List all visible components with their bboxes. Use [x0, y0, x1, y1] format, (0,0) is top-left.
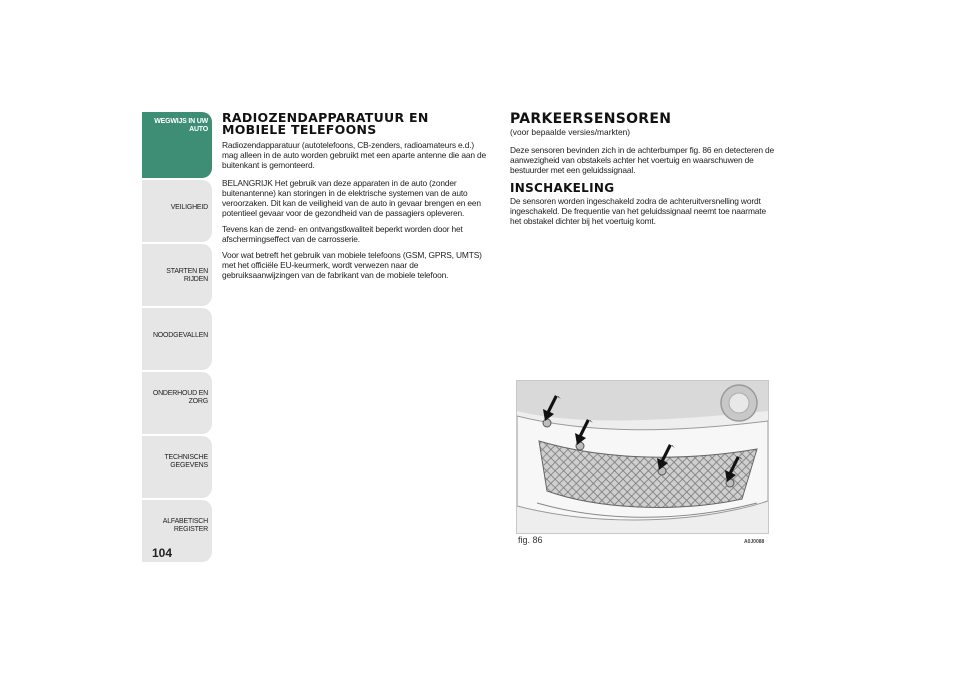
rear-bumper-illustration	[517, 381, 768, 533]
subheading: (voor bepaalde versies/markten)	[510, 127, 631, 137]
tab-label: TECHNISCHE GEGEVENS	[164, 454, 208, 469]
tab-onderhoud-en-zorg[interactable]	[142, 372, 212, 434]
paragraph: BELANGRIJK Het gebruik van deze apparaten in de auto (zonder buitenantenne) kan storingen in de elektrische systemen van de auto veroorzaken. Dit kan de veiligheid van de auto in gevaar brengen en een potentieel gevaar voor de gezondheid van de passagiers opleveren.	[222, 178, 481, 218]
section-heading-radio: RADIOZENDAPPARATUUR EN MOBIELE TELEFOONS	[222, 110, 429, 137]
paragraph: Voor wat betreft het gebruik van mobiele telefoons (GSM, GPRS, UMTS) met het officiële EU-keurmerk, wordt verwezen naar de gebruiksaanwijzingen van de fabrikant van de mobiele telefoon.	[222, 250, 482, 280]
section-heading-parkeersensoren: PARKEERSENSOREN	[510, 111, 672, 127]
tab-technische-gegevens[interactable]	[142, 436, 212, 498]
tab-noodgevallen[interactable]	[142, 308, 212, 370]
tab-wegwijs[interactable]	[142, 112, 212, 178]
paragraph: Radiozendapparatuur (autotelefoons, CB-zenders, radioamateurs e.d.) mag alleen in de auto worden gebruikt met een aparte antenne die aan de buitenkant is gemonteerd.	[222, 140, 487, 170]
left-column	[222, 112, 490, 286]
figure-rear-bumper	[516, 380, 769, 534]
sensor-icon	[543, 419, 551, 427]
right-column	[510, 112, 778, 232]
figure-caption: fig. 86	[518, 535, 543, 545]
tab-label: WEGWIJS IN UW AUTO	[154, 118, 208, 133]
paragraph: Tevens kan de zend- en ontvangstkwaliteit beperkt worden door het afschermingseffect van de carrosserie.	[222, 224, 463, 244]
tab-veiligheid[interactable]	[142, 180, 212, 242]
section-heading-inschakeling: INSCHAKELING	[510, 181, 615, 195]
page-number: 104	[152, 546, 173, 560]
paragraph: De sensoren worden ingeschakeld zodra de achteruitversnelling wordt ingeschakeld. De frequentie van het geluidssignaal neemt toe naarmate het obstakel dichter bij het voertuig komt.	[510, 196, 766, 226]
tab-label: NOODGEVALLEN	[152, 332, 208, 339]
tab-label: STARTEN EN RIJDEN	[166, 268, 208, 283]
tab-label: VEILIGHEID	[170, 204, 208, 211]
tab-starten-en-rijden[interactable]	[142, 244, 212, 306]
figure-code: A0J0088	[744, 539, 765, 545]
tab-label: ONDERHOUD EN ZORG	[152, 390, 208, 405]
tab-label: ALFABETISCH REGISTER	[162, 518, 208, 533]
paragraph: Deze sensoren bevinden zich in de achterbumper fig. 86 en detecteren de aanwezigheid van obstakels achter het voertuig en waarschuwen de bestuurder met een geluidssignaal.	[510, 145, 775, 175]
